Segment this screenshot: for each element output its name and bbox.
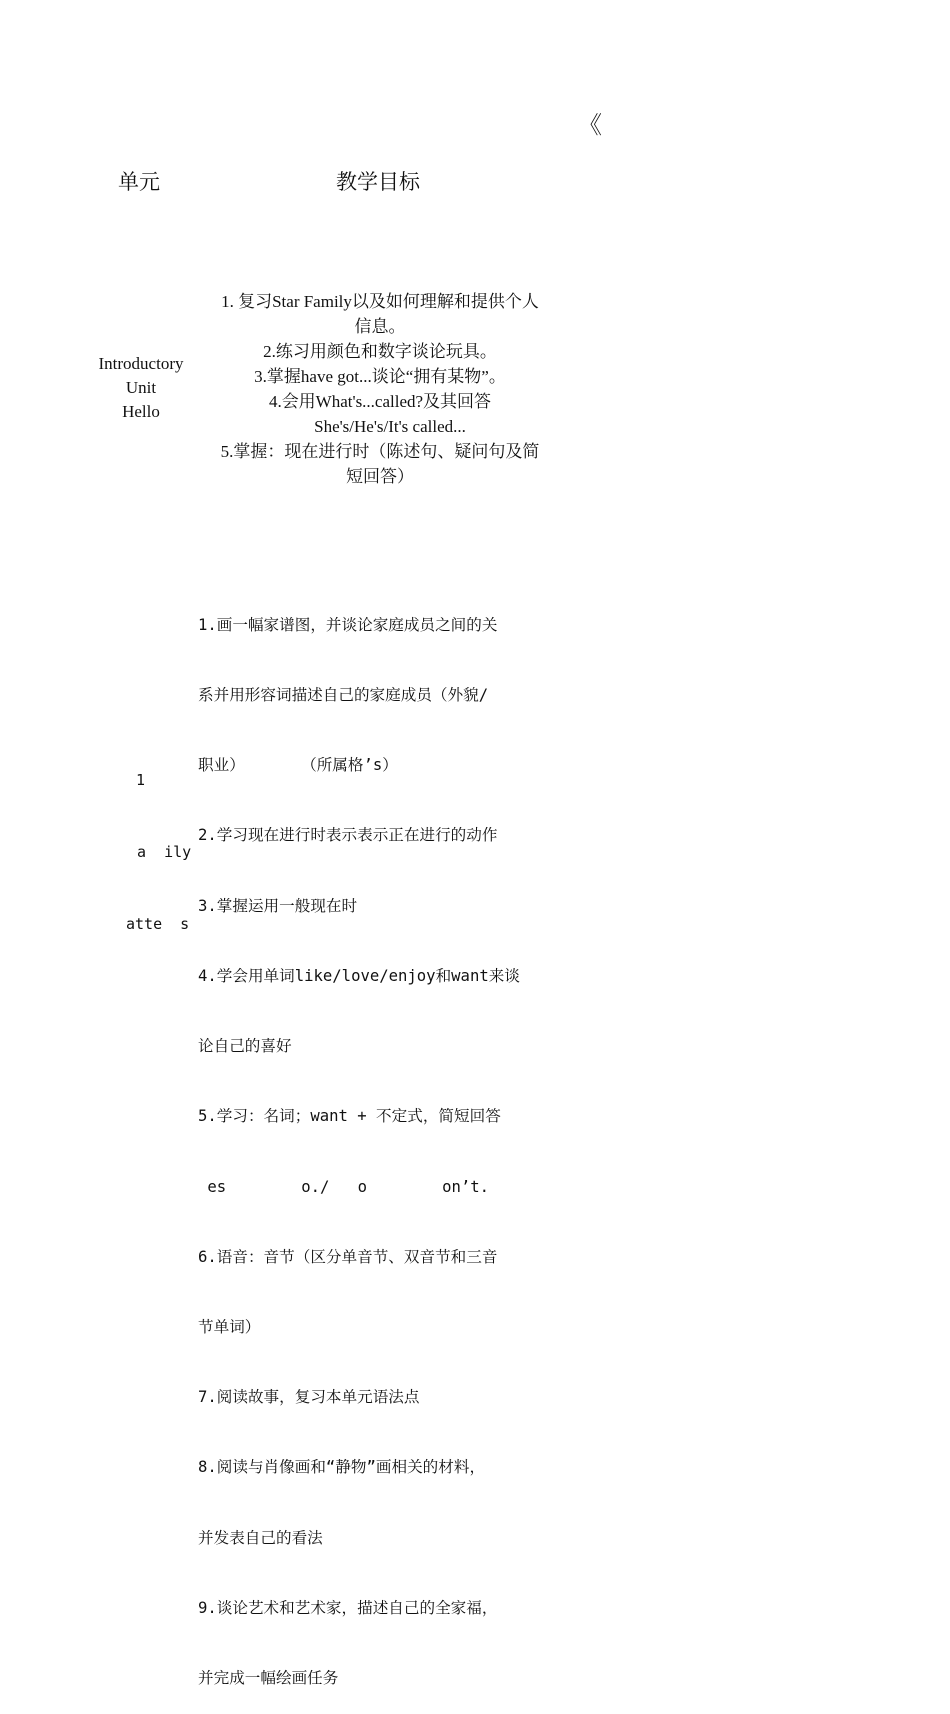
goal-line: 1.画一幅家谱图，并谈论家庭成员之间的关 xyxy=(198,615,498,634)
goal-line: 9.谈论艺术和艺术家，描述自己的全家福， xyxy=(198,1598,498,1617)
goal-line: 系并用形容词描述自己的家庭成员（外貌/ xyxy=(198,686,489,705)
goal-line: es o./ o on’t. xyxy=(198,1177,490,1196)
goal-line: 职业） （所属格’s） xyxy=(198,756,398,775)
goal-line: 1. 复习Star Family以及如何理解和提供个人 xyxy=(221,292,539,311)
unit-name-line: a ily xyxy=(128,843,192,861)
goal-line: 短回答） xyxy=(346,467,414,486)
unit-name-line: Hello xyxy=(122,402,160,421)
unit-cell-introductory xyxy=(90,352,192,424)
goal-line: She's/He's/It's called... xyxy=(314,417,466,436)
goal-line: 4.会用What's...called?及其回答 xyxy=(268,392,492,411)
document-title-mark: 《 xyxy=(578,111,602,139)
unit-cell-family-matters xyxy=(118,720,208,960)
goal-line: 3.掌握have got...谈论“拥有某物”。 xyxy=(254,367,506,386)
goal-line: 8.阅读与肖像画和“静物”画相关的材料， xyxy=(198,1458,486,1477)
goal-line: 4.学会用单词like/love/enjoy和want来谈 xyxy=(198,966,520,985)
goal-line: 论自己的喜好 xyxy=(198,1037,292,1056)
goal-line: 节单词） xyxy=(198,1318,261,1336)
goals-cell-introductory xyxy=(196,289,564,489)
goal-line: 2.学习现在进行时表示表示正在进行的动作 xyxy=(198,826,498,845)
goal-line: 并发表自己的看法 xyxy=(198,1528,323,1547)
column-header-goals: 教学目标 xyxy=(336,170,420,194)
goal-line: 6.语音：音节（区分单音节、双音节和三音 xyxy=(198,1247,498,1266)
unit-name-line: atte s xyxy=(126,915,190,933)
goals-cell-family-matters xyxy=(198,567,578,1714)
unit-name-line: Introductory xyxy=(98,354,184,373)
goal-line: 信息。 xyxy=(354,317,406,336)
goal-line: 5.掌握：现在进行时（陈述句、疑问句及简 xyxy=(220,442,540,461)
goal-line: 5.学习：名词；want + 不定式，简短回答 xyxy=(198,1107,501,1126)
column-header-unit: 单元 xyxy=(118,170,160,194)
goal-line: 并完成一幅绘画任务 xyxy=(198,1669,339,1688)
goal-line: 2.练习用颜色和数字谈论玩具。 xyxy=(263,342,497,361)
goal-line: 7.阅读故事，复习本单元语法点 xyxy=(198,1388,420,1407)
unit-name-line: 1 xyxy=(136,771,146,789)
goal-line: 3.掌握运用一般现在时 xyxy=(198,896,358,915)
unit-name-line: Unit xyxy=(125,378,157,397)
